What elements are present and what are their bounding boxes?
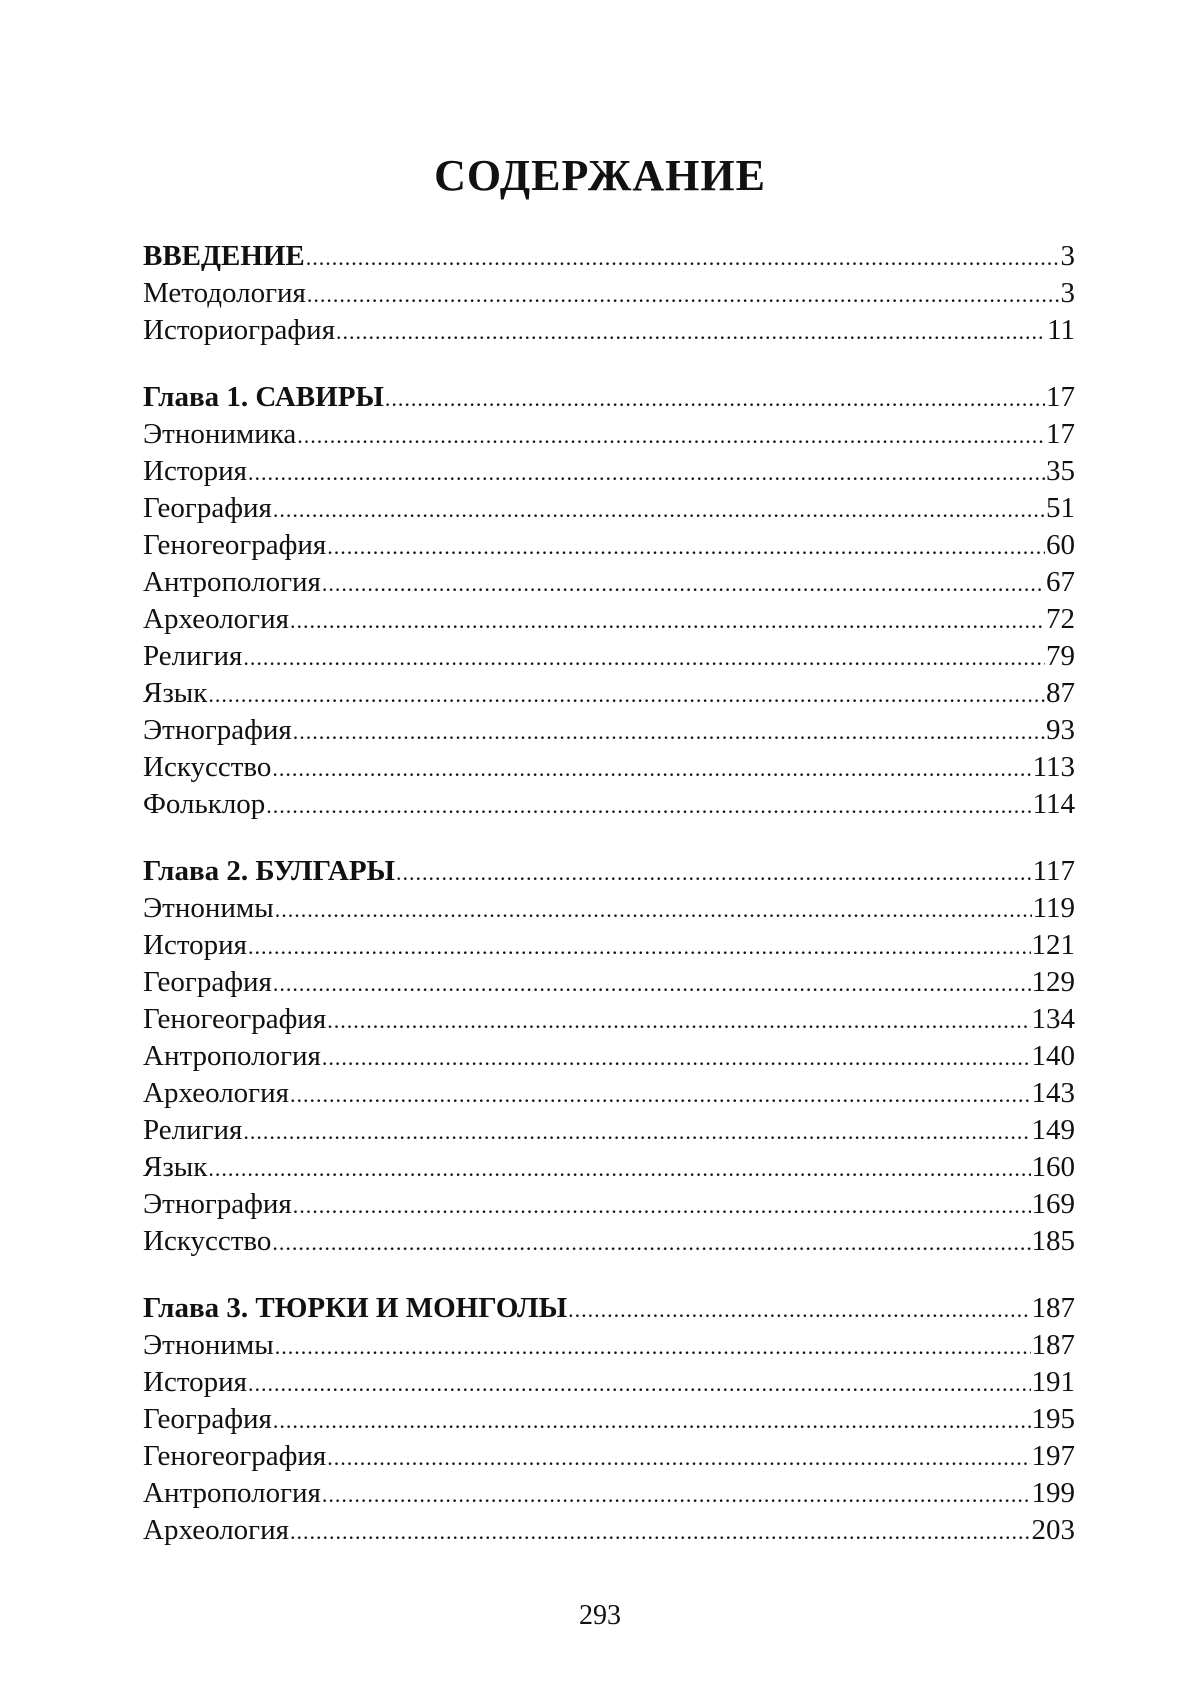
toc-entry[interactable] <box>143 527 1075 564</box>
page-number: 293 <box>579 1600 621 1631</box>
toc-entry-label: География <box>143 966 272 998</box>
toc-entry[interactable] <box>143 927 1075 964</box>
toc-entry-page: 197 <box>1031 1440 1075 1472</box>
toc-entry-label: Язык <box>143 1151 208 1183</box>
toc-entry[interactable] <box>143 564 1075 601</box>
dot-leader <box>273 965 1031 1002</box>
dot-leader <box>327 1439 1030 1476</box>
toc-entry[interactable] <box>143 964 1075 1001</box>
dot-leader <box>290 1076 1031 1113</box>
dot-leader <box>248 928 1031 965</box>
toc-entry-page: 3 <box>1060 277 1075 309</box>
table-of-contents <box>143 238 1075 1549</box>
dot-leader <box>266 787 1031 824</box>
toc-section <box>143 379 1075 823</box>
toc-entry-page: 17 <box>1046 418 1075 450</box>
dot-leader <box>272 750 1031 787</box>
dot-leader <box>385 380 1045 417</box>
toc-entry-label: Археология <box>143 1514 289 1546</box>
toc-entry-label: История <box>143 1366 247 1398</box>
toc-entry-page: 160 <box>1031 1151 1075 1183</box>
toc-entry-label: География <box>143 492 272 524</box>
toc-entry-page: 129 <box>1031 966 1075 998</box>
dot-leader <box>568 1291 1030 1328</box>
toc-entry-page: 191 <box>1031 1366 1075 1398</box>
toc-entry-page: 169 <box>1031 1188 1075 1220</box>
toc-entry-label: Религия <box>143 1114 243 1146</box>
toc-heading[interactable] <box>143 853 1075 890</box>
toc-entry-page: 60 <box>1046 529 1075 561</box>
toc-heading[interactable] <box>143 238 1075 275</box>
toc-entry-label: Антропология <box>143 1477 321 1509</box>
toc-heading-page: 117 <box>1032 855 1075 887</box>
toc-entry[interactable] <box>143 1001 1075 1038</box>
toc-entry-label: Этнонимы <box>143 892 274 924</box>
toc-entry[interactable] <box>143 1475 1075 1512</box>
toc-entry[interactable] <box>143 1401 1075 1438</box>
toc-entry-page: 67 <box>1046 566 1075 598</box>
dot-leader <box>275 891 1032 928</box>
dot-leader <box>208 676 1045 713</box>
toc-entry-page: 187 <box>1031 1329 1075 1361</box>
dot-leader <box>307 276 1060 313</box>
toc-entry-page: 87 <box>1046 677 1075 709</box>
toc-entry-label: История <box>143 455 247 487</box>
toc-entry[interactable] <box>143 1149 1075 1186</box>
dot-leader <box>273 491 1045 528</box>
toc-entry-page: 134 <box>1031 1003 1075 1035</box>
toc-entry[interactable] <box>143 675 1075 712</box>
toc-entry-page: 79 <box>1046 640 1075 672</box>
toc-entry-label: История <box>143 929 247 961</box>
dot-leader <box>322 1039 1031 1076</box>
toc-entry-label: Этнонимы <box>143 1329 274 1361</box>
toc-entry[interactable] <box>143 1075 1075 1112</box>
dot-leader <box>290 602 1045 639</box>
toc-entry[interactable] <box>143 1186 1075 1223</box>
toc-entry-page: 199 <box>1031 1477 1075 1509</box>
toc-entry-page: 119 <box>1032 892 1075 924</box>
toc-entry[interactable] <box>143 453 1075 490</box>
dot-leader <box>327 528 1045 565</box>
dot-leader <box>396 854 1032 891</box>
toc-entry-label: Фольклор <box>143 788 266 820</box>
toc-entry-label: Археология <box>143 1077 289 1109</box>
toc-entry-page: 140 <box>1031 1040 1075 1072</box>
toc-entry-label: Антропология <box>143 1040 321 1072</box>
toc-entry-label: Искусство <box>143 751 272 783</box>
toc-heading-label: Глава 3. ТЮРКИ И МОНГОЛЫ <box>143 1292 568 1324</box>
toc-heading-page: 3 <box>1060 240 1075 272</box>
toc-entry-page: 195 <box>1031 1403 1075 1435</box>
toc-entry-page: 113 <box>1032 751 1075 783</box>
toc-entry-label: Язык <box>143 677 208 709</box>
dot-leader <box>306 239 1060 276</box>
dot-leader <box>272 1224 1030 1261</box>
toc-entry-page: 143 <box>1031 1077 1075 1109</box>
toc-entry[interactable] <box>143 1223 1075 1260</box>
toc-entry-page: 114 <box>1032 788 1075 820</box>
toc-entry[interactable] <box>143 601 1075 638</box>
dot-leader <box>273 1402 1031 1439</box>
dot-leader <box>208 1150 1030 1187</box>
toc-entry-page: 185 <box>1031 1225 1075 1257</box>
toc-entry-label: Антропология <box>143 566 321 598</box>
page-title: СОДЕРЖАНИЕ <box>434 151 766 200</box>
toc-entry-label: Этнография <box>143 714 292 746</box>
dot-leader <box>248 1365 1031 1402</box>
toc-entry-page: 149 <box>1031 1114 1075 1146</box>
toc-entry[interactable] <box>143 490 1075 527</box>
toc-entry-page: 121 <box>1031 929 1075 961</box>
dot-leader <box>290 1513 1031 1550</box>
toc-heading[interactable] <box>143 379 1075 416</box>
toc-entry-page: 51 <box>1046 492 1075 524</box>
toc-heading-page: 17 <box>1046 381 1075 413</box>
toc-entry[interactable] <box>143 1438 1075 1475</box>
toc-entry-label: Историография <box>143 314 336 346</box>
toc-entry-page: 203 <box>1031 1514 1075 1546</box>
toc-section <box>143 1290 1075 1549</box>
toc-entry-label: Геногеография <box>143 1440 327 1472</box>
toc-section <box>143 853 1075 1260</box>
toc-entry[interactable] <box>143 1112 1075 1149</box>
toc-entry-label: Искусство <box>143 1225 272 1257</box>
toc-entry[interactable] <box>143 416 1075 453</box>
toc-entry-page: 72 <box>1046 603 1075 635</box>
toc-entry[interactable] <box>143 749 1075 786</box>
toc-heading[interactable] <box>143 1290 1075 1327</box>
dot-leader <box>248 454 1045 491</box>
toc-entry-label: Геногеография <box>143 529 327 561</box>
toc-entry[interactable] <box>143 1038 1075 1075</box>
toc-heading-label: Глава 1. САВИРЫ <box>143 381 384 413</box>
toc-entry-label: Религия <box>143 640 243 672</box>
toc-heading-label: Глава 2. БУЛГАРЫ <box>143 855 396 887</box>
dot-leader <box>327 1002 1030 1039</box>
toc-entry[interactable] <box>143 1327 1075 1364</box>
dot-leader <box>293 1187 1031 1224</box>
toc-heading-label: ВВЕДЕНИЕ <box>143 240 305 272</box>
toc-entry-label: Этнография <box>143 1188 292 1220</box>
toc-entry-page: 11 <box>1047 314 1075 346</box>
dot-leader <box>275 1328 1031 1365</box>
dot-leader <box>243 639 1045 676</box>
toc-entry-label: Археология <box>143 603 289 635</box>
toc-entry[interactable] <box>143 638 1075 675</box>
toc-entry[interactable] <box>143 1512 1075 1549</box>
toc-entry[interactable] <box>143 1364 1075 1401</box>
toc-heading-page: 187 <box>1031 1292 1075 1324</box>
toc-entry[interactable] <box>143 786 1075 823</box>
toc-entry[interactable] <box>143 890 1075 927</box>
toc-entry[interactable] <box>143 312 1075 349</box>
toc-entry-label: География <box>143 1403 272 1435</box>
dot-leader <box>297 417 1045 454</box>
dot-leader <box>243 1113 1030 1150</box>
toc-entry-page: 35 <box>1046 455 1075 487</box>
dot-leader <box>322 1476 1031 1513</box>
toc-section <box>143 238 1075 349</box>
dot-leader <box>336 313 1046 350</box>
dot-leader <box>293 713 1045 750</box>
dot-leader <box>322 565 1045 602</box>
toc-entry-label: Этнонимика <box>143 418 297 450</box>
toc-entry[interactable] <box>143 275 1075 312</box>
toc-entry-page: 93 <box>1046 714 1075 746</box>
toc-entry-label: Геногеография <box>143 1003 327 1035</box>
toc-entry[interactable] <box>143 712 1075 749</box>
toc-entry-label: Методология <box>143 277 306 309</box>
